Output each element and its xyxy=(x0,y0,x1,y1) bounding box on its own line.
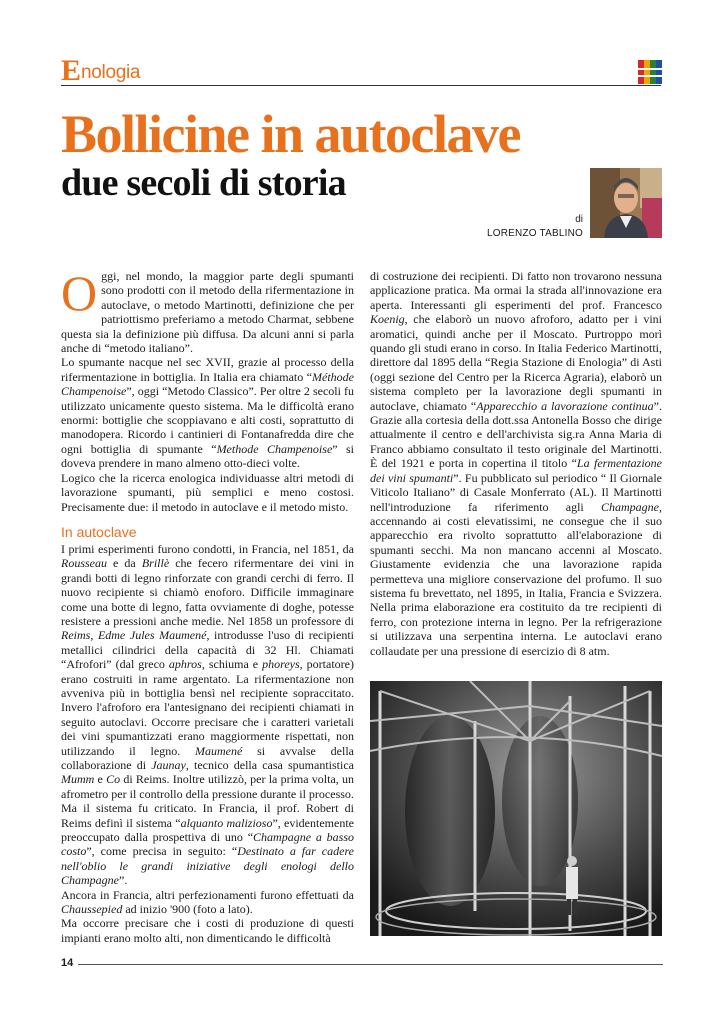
section-subheading: In autoclave xyxy=(61,523,137,540)
header-rule xyxy=(61,85,661,86)
article-right-column xyxy=(370,269,662,664)
byline-prefix: di xyxy=(575,214,583,225)
author-photo xyxy=(590,168,662,238)
paragraph: Logico che la ricerca enologica individuasse altri metodi di lavorazione spumanti, più semplici e meno costosi. Precisamente due: il metodo in autoclave e il metodo misto. xyxy=(61,470,354,514)
magazine-logo-icon xyxy=(638,60,662,84)
paragraph: Lo spumante nacque nel sec XVII, grazie al processo della rifermentazione in bottiglia. In Italia era chiamato “Méthode Champenoise”, oggi “Metodo Classico”. Per oltre 2 secoli fu utilizzato unicamente questo sistema. Ma le difficoltà erano enormi: bottiglie che scoppiavano e alti costi, soprattutto di manodopera. Ricordo i cantinieri di Fontanafredda dire che ogni bottiglia di spumante “Methode Champenoise” si doveva prendere in mano almeno otto-dieci volte. xyxy=(61,355,354,471)
paragraph: Ancora in Francia, altri perfezionamenti furono effettuati da Chaussepied ad inizio '900 (foto a lato). xyxy=(61,887,354,917)
article-left-column xyxy=(61,269,354,949)
section-header xyxy=(61,56,621,86)
article-title: Bollicine in autoclave xyxy=(61,104,520,164)
page-number: 14 xyxy=(61,957,74,969)
historic-autoclave-photo xyxy=(370,681,662,936)
paragraph: Ma occorre precisare che i costi di produzione di questi impianti erano molto alti, non dimenticando le difficoltà xyxy=(61,916,354,945)
paragraph: Ma il sistema fu criticato. In Francia, il prof. Robert di Reims definì il sistema “alquanto malizioso”, evidentemente preoccupato dalla prospettiva di uno “Champagne a basso costo”, come precisa in seguito: “Destinato a far cadere nell'oblio le grandi iniziative degli enologi dello Champagne”. xyxy=(61,801,354,888)
paragraph: I primi esperimenti furono condotti, in Francia, nel 1851, da Rousseau e da Brillè che fecero rifermentare dei vini in grandi botti di legno rinforzate con grandi cerchi di ferro. Il nuovo recipiente si chiamò enoforo. Difficile immaginare come una botte di legno, fatta ovviamente di doghe, potesse resistere a pressioni anche medie. Nel 1858 un professore di Reims, Edme Jules Maumené, introdusse l'uso di recipienti metallici cilindrici della capacità di 32 Hl. Chiamati “Afrofori” (dal greco aphros, schiuma e phoreys, portatore) erano costruiti in rame argentato. La rifermentazione non avveniva più in bottiglia bensì nel recipiente sopraccitato. Invero l'afroforo era l'antesignano dei recipienti chiamati in seguito autoclavi. Occorre precisare che i caratteri varietali dei vini spumantizzati erano maggiormente rispettati, non utilizzando il legno. Maumené si avvalse della collaborazione di Jaunay, tecnico della casa spumantistica Mumm e Co di Reims. Inoltre utilizzò, per la prima volta, un afrometro per il controllo della pressione durante il processo. xyxy=(61,541,354,801)
paragraph: di costruzione dei recipienti. Di fatto non trovarono nessuna applicazione pratica. Ma ormai la strada all'innovazione era aperta. Interessanti gli esperimenti del prof. Francesco Koenig, che elaborò un nuovo afroforo, adatto per i vini aromatici, quindi anche per il Moscato. Purtroppo morì quando gli studi erano in corso. In Italia Federico Martinotti, direttore dal 1895 della “Regia Stazione di Enologia” di Asti (oggi sezione del Centro per la Ricerca Agraria), elaborò un sistema completo per la lavorazione degli spumanti in autoclave, chiamato “Apparecchio a lavorazione continua”. Grazie alla cortesia della dott.ssa Antonella Bosso che dirige attualmente il centro e dell'archivista sig.ra Anna Maria di Franco abbiamo consultato il testo originale del Martinotti. È del 1921 e porta in copertina il titolo “La fermentazione dei vini spumanti”. Fu pubblicato sul periodico “ Il Giornale Viticolo Italiano” di Casale Monferrato (AL). Il Martinotti nell'introduzione fa riferimento agli Champagne, accennando ai costi elevatissimi, ne consegue che il suo apparecchio era rivolto soprattutto all'elaborazione di spumanti secchi. Ma non mancano accenni al Moscato. Giustamente evidenzia che una lavorazione rapida permetteva una migliore conservazione del profumo. Il suo sistema fu brevettato, nel 1895, in Italia, Francia e Svizzera. Nella prima elaborazione era costituito da tre recipienti di ferro, con protezione interna in legno. Per la refrigerazione si utilizzava una serpentina interna. Le autoclavi erano collaudate per una pressione di esercizio di 8 atm. xyxy=(370,269,662,658)
paragraph-intro: Oggi, nel mondo, la maggior parte degli spumanti sono prodotti con il metodo della rifermentazione in autoclave, o metodo Martinotti, definizione che per patriottismo preferiamo a metodo Charmat, sebbene questa sia la definizione più diffusa. Da alcuni anni si parla anche di “metodo italiano”. xyxy=(61,269,354,356)
section-label: nologia xyxy=(81,62,141,83)
section-initial: E xyxy=(61,54,82,87)
article-subtitle: due secoli di storia xyxy=(61,162,346,204)
footer-rule xyxy=(78,964,663,965)
byline-author: LORENZO TABLINO xyxy=(487,228,583,239)
drop-cap: O xyxy=(61,269,98,321)
